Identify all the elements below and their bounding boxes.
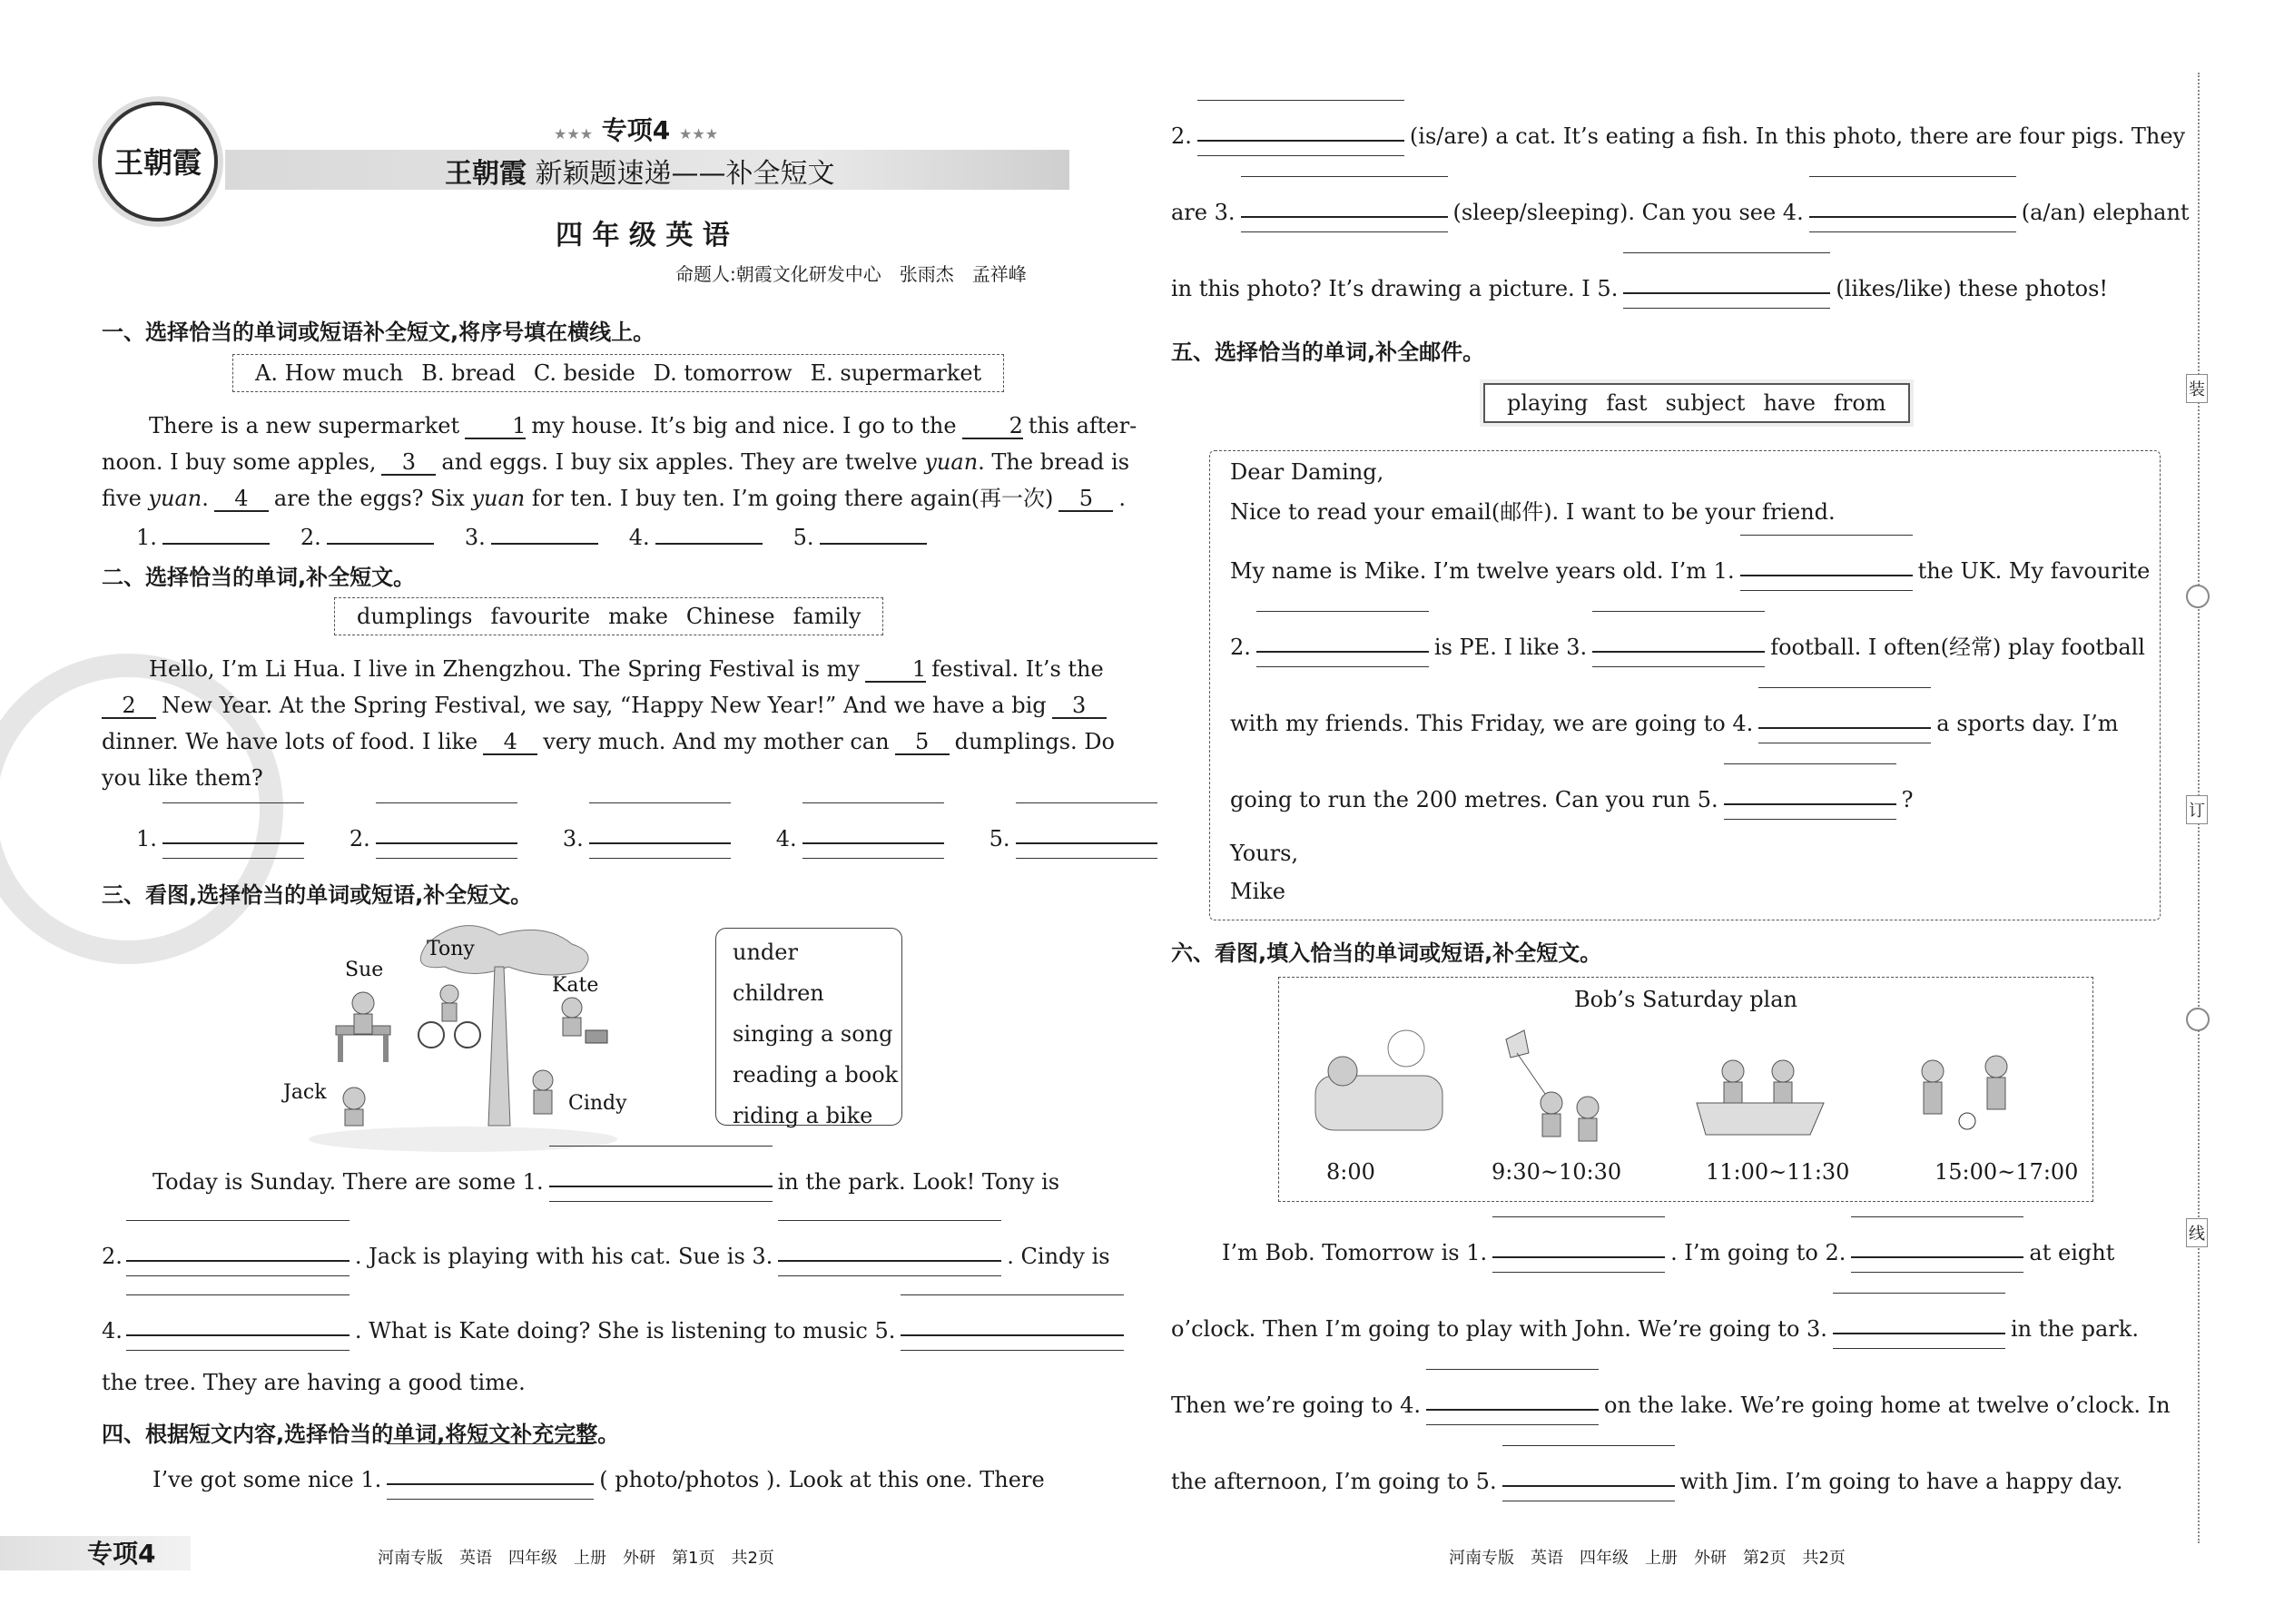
option: make <box>608 604 668 629</box>
section-6-passage: I’m Bob. Tomorrow is 1. . I’m going to 2. at eight o’clock. Then I’m going to play with John. We’re going to 3. in the park. Then we’re going to 4. on the lake. We’re going home at twelve o’clock. In the afternoon, I’m going to 5. with Jim. I’m going to have a happy day. <box>1171 1236 2161 1491</box>
option: C. beside <box>533 360 635 386</box>
boat-picture <box>1697 1060 1824 1135</box>
section-4-passage-start: I’ve got some nice 1. ( photo/photos ). Look at this one. There <box>102 1463 1091 1500</box>
section-4-passage-cont: 2. (is/are) a cat. It’s eating a fish. In this photo, there are four pigs. They are 3. (sleep/sleeping). Can you see 4. (a/an) elephant in this photo? It’s drawing a picture. I 5. (likes/like) these photos! <box>1171 120 2161 320</box>
answer-slot[interactable] <box>387 1463 594 1487</box>
section-3-passage: Today is Sunday. There are some 1. in the park. Look! Tony is 2. . Jack is playing with his cat. Sue is 3. . Cindy is 4. . What is Kate doing? She is listening to music 5. the tree. They are having a good time. <box>102 1166 1091 1402</box>
answer-slot[interactable] <box>1197 120 1404 143</box>
answer-slot[interactable]: 4. <box>776 822 950 851</box>
answer-slot[interactable]: 5. <box>989 822 1163 851</box>
answer-slot[interactable] <box>1724 783 1896 807</box>
logo-badge <box>98 102 218 221</box>
answer-slot[interactable] <box>778 1240 1001 1264</box>
section-5-title: 五、选择恰当的单词,补全邮件。 <box>1171 340 1485 365</box>
section-1-passage: There is a new supermarket 1 my house. It’s big and nice. I go to the 2 this after- noon. I buy some apples, 3 and eggs. I buy six apples. They are twelve yuan. The bread is five yuan. 4 are the eggs? Six yuan for ten. I buy ten. I’m going there again(再一次) 5 . <box>102 413 1137 511</box>
series-title <box>445 151 835 191</box>
answer-slot[interactable] <box>1502 1465 1675 1489</box>
answer-slot[interactable]: 3. <box>563 822 736 851</box>
option: children <box>733 980 824 1006</box>
answer-slot[interactable] <box>1256 631 1429 655</box>
binding-mark: 线 <box>2186 1218 2208 1247</box>
footer-topic: 专项4 <box>87 1539 156 1569</box>
blank-answer: 4 <box>214 487 269 512</box>
section-3-title: 三、看图,选择恰当的单词或短语,补全短文。 <box>102 882 533 908</box>
child-label: Jack <box>283 1081 327 1104</box>
sleeping-picture <box>1315 1030 1442 1130</box>
answer-slot[interactable]: 3. <box>465 523 598 550</box>
blank-answer: 4 <box>483 730 537 755</box>
plan-box <box>1278 977 2093 1202</box>
answer-slot[interactable] <box>901 1314 1124 1338</box>
series-name: 新颖题速递——补全短文 <box>535 158 835 190</box>
option: reading a book <box>733 1062 899 1088</box>
binding-hole-icon <box>2186 585 2210 608</box>
email-box: Dear Daming, Nice to read your email(邮件). I want to be your friend. My name is Mike. I’m twelve years old. I’m 1. the UK. My favourite 2. is PE. I like 3. football. I often(经常) play football with my friends. This Friday, we are going to 4. a sports day. I’m going to run the 200 metres. Can you run 5. ? Yours, Mike <box>1209 450 2161 920</box>
option: D. tomorrow <box>653 360 793 386</box>
plan-time: 15:00~17:00 <box>1935 1159 2079 1185</box>
option: favourite <box>490 604 591 629</box>
answer-slot[interactable]: 4. <box>629 523 763 550</box>
star-icon: ★★★ <box>679 125 719 143</box>
plan-pictures <box>1279 1021 2092 1157</box>
answer-slot[interactable] <box>549 1166 773 1189</box>
answer-slot[interactable] <box>1426 1389 1599 1412</box>
option: family <box>793 604 861 629</box>
answer-slot[interactable]: 1. <box>136 822 310 851</box>
brand-name: 王朝霞 <box>445 158 527 190</box>
blank-answer: 3 <box>1052 694 1107 719</box>
section-1-title: 一、选择恰当的单词或短语补全短文,将序号填在横线上。 <box>102 320 655 345</box>
word-box-1 <box>232 354 1004 392</box>
email-greeting: Dear Daming, <box>1230 459 1384 485</box>
blank-answer: 5 <box>895 730 950 755</box>
word-box-2 <box>334 597 883 635</box>
footer-right: 河南专版 英语 四年级 上册 外研 第2页 共2页 <box>1449 1549 1846 1568</box>
plan-time: 8:00 <box>1326 1159 1375 1185</box>
plan-title: Bob’s Saturday plan <box>1573 987 1797 1012</box>
blank-answer: 5 <box>1058 487 1113 512</box>
option: subject <box>1665 390 1746 416</box>
option: have <box>1763 390 1816 416</box>
option: E. supermarket <box>810 360 982 386</box>
footer-left: 河南专版 英语 四年级 上册 外研 第1页 共2页 <box>378 1549 774 1568</box>
section-4-title: 四、根据短文内容,选择恰当的单词,将短文补充完整。 <box>102 1422 620 1447</box>
binding-mark: 装 <box>2186 374 2208 403</box>
section-6-title: 六、看图,填入恰当的单词或短语,补全短文。 <box>1171 940 1602 966</box>
blank-answer: 1 <box>465 414 526 439</box>
answer-slot[interactable] <box>1623 272 1830 296</box>
email-signature: Mike <box>1230 879 1285 904</box>
section-2-passage: Hello, I’m Li Hua. I live in Zhengzhou. The Spring Festival is my 1 festival. It’s the 2 New Year. At the Spring Festival, we say, “Happy New Year!” And we have a big 3 dinner. We have lots of food. I like 4 very much. And my mother can 5 dumplings. Do you like them? <box>102 656 1115 791</box>
word-box-5 <box>1483 383 1910 423</box>
plan-time: 9:30~10:30 <box>1492 1159 1622 1185</box>
answer-slot[interactable] <box>1241 196 1448 220</box>
option: from <box>1833 390 1886 416</box>
option: B. bread <box>421 360 516 386</box>
author-line: 命题人:朝霞文化研发中心 张雨杰 孟祥峰 <box>675 263 1027 285</box>
child-label: Tony <box>427 938 475 960</box>
email-closing: Yours, <box>1230 841 1299 866</box>
answer-slot[interactable] <box>1740 555 1913 578</box>
email-line: Nice to read your email(邮件). I want to be your friend. <box>1230 499 1836 525</box>
child-label: Cindy <box>568 1092 627 1115</box>
answer-slot[interactable] <box>1592 631 1765 655</box>
answer-slot[interactable]: 1. <box>136 523 270 550</box>
star-icon: ★★★ <box>554 125 594 143</box>
answer-slot[interactable] <box>1833 1313 2005 1336</box>
plan-time: 11:00~11:30 <box>1706 1159 1850 1185</box>
football-picture <box>1922 1056 2007 1129</box>
section-2-title: 二、选择恰当的单词,补全短文。 <box>102 565 416 590</box>
blank-answer: 2 <box>102 694 156 719</box>
blank-answer: 3 <box>381 450 436 476</box>
option: under <box>733 940 798 965</box>
answer-slot[interactable] <box>1492 1236 1665 1260</box>
park-picture <box>272 917 654 1153</box>
answer-slot[interactable]: 2. <box>300 523 434 550</box>
child-label: Kate <box>552 974 599 997</box>
answer-slot[interactable] <box>126 1240 350 1264</box>
answer-row-2 <box>136 822 1194 851</box>
word-box-3 <box>715 928 902 1126</box>
option: playing <box>1507 390 1589 416</box>
answer-row-1 <box>136 523 958 550</box>
answer-slot[interactable] <box>1851 1236 2023 1260</box>
option: singing a song <box>733 1021 893 1047</box>
option: fast <box>1606 390 1648 416</box>
answer-slot[interactable] <box>1758 707 1931 731</box>
option: Chinese <box>685 604 775 629</box>
topic-title: ★★★ 专项4 ★★★ <box>554 115 719 145</box>
binding-hole-icon <box>2186 1008 2210 1031</box>
subject-title: 四 年 级 英 语 <box>556 220 730 251</box>
blank-answer: 2 <box>962 414 1023 439</box>
logo-text: 王朝霞 <box>113 145 202 180</box>
kite-picture <box>1506 1030 1599 1141</box>
blank-answer: 1 <box>865 657 926 683</box>
answer-slot[interactable] <box>126 1314 350 1338</box>
answer-slot[interactable]: 2. <box>350 822 523 851</box>
option: A. How much <box>255 360 404 386</box>
child-label: Sue <box>345 959 384 981</box>
option: riding a bike <box>733 1103 873 1128</box>
answer-slot[interactable]: 5. <box>793 523 927 550</box>
binding-mark: 订 <box>2186 795 2208 824</box>
answer-slot[interactable] <box>1809 196 2016 220</box>
option: dumplings <box>357 604 473 629</box>
